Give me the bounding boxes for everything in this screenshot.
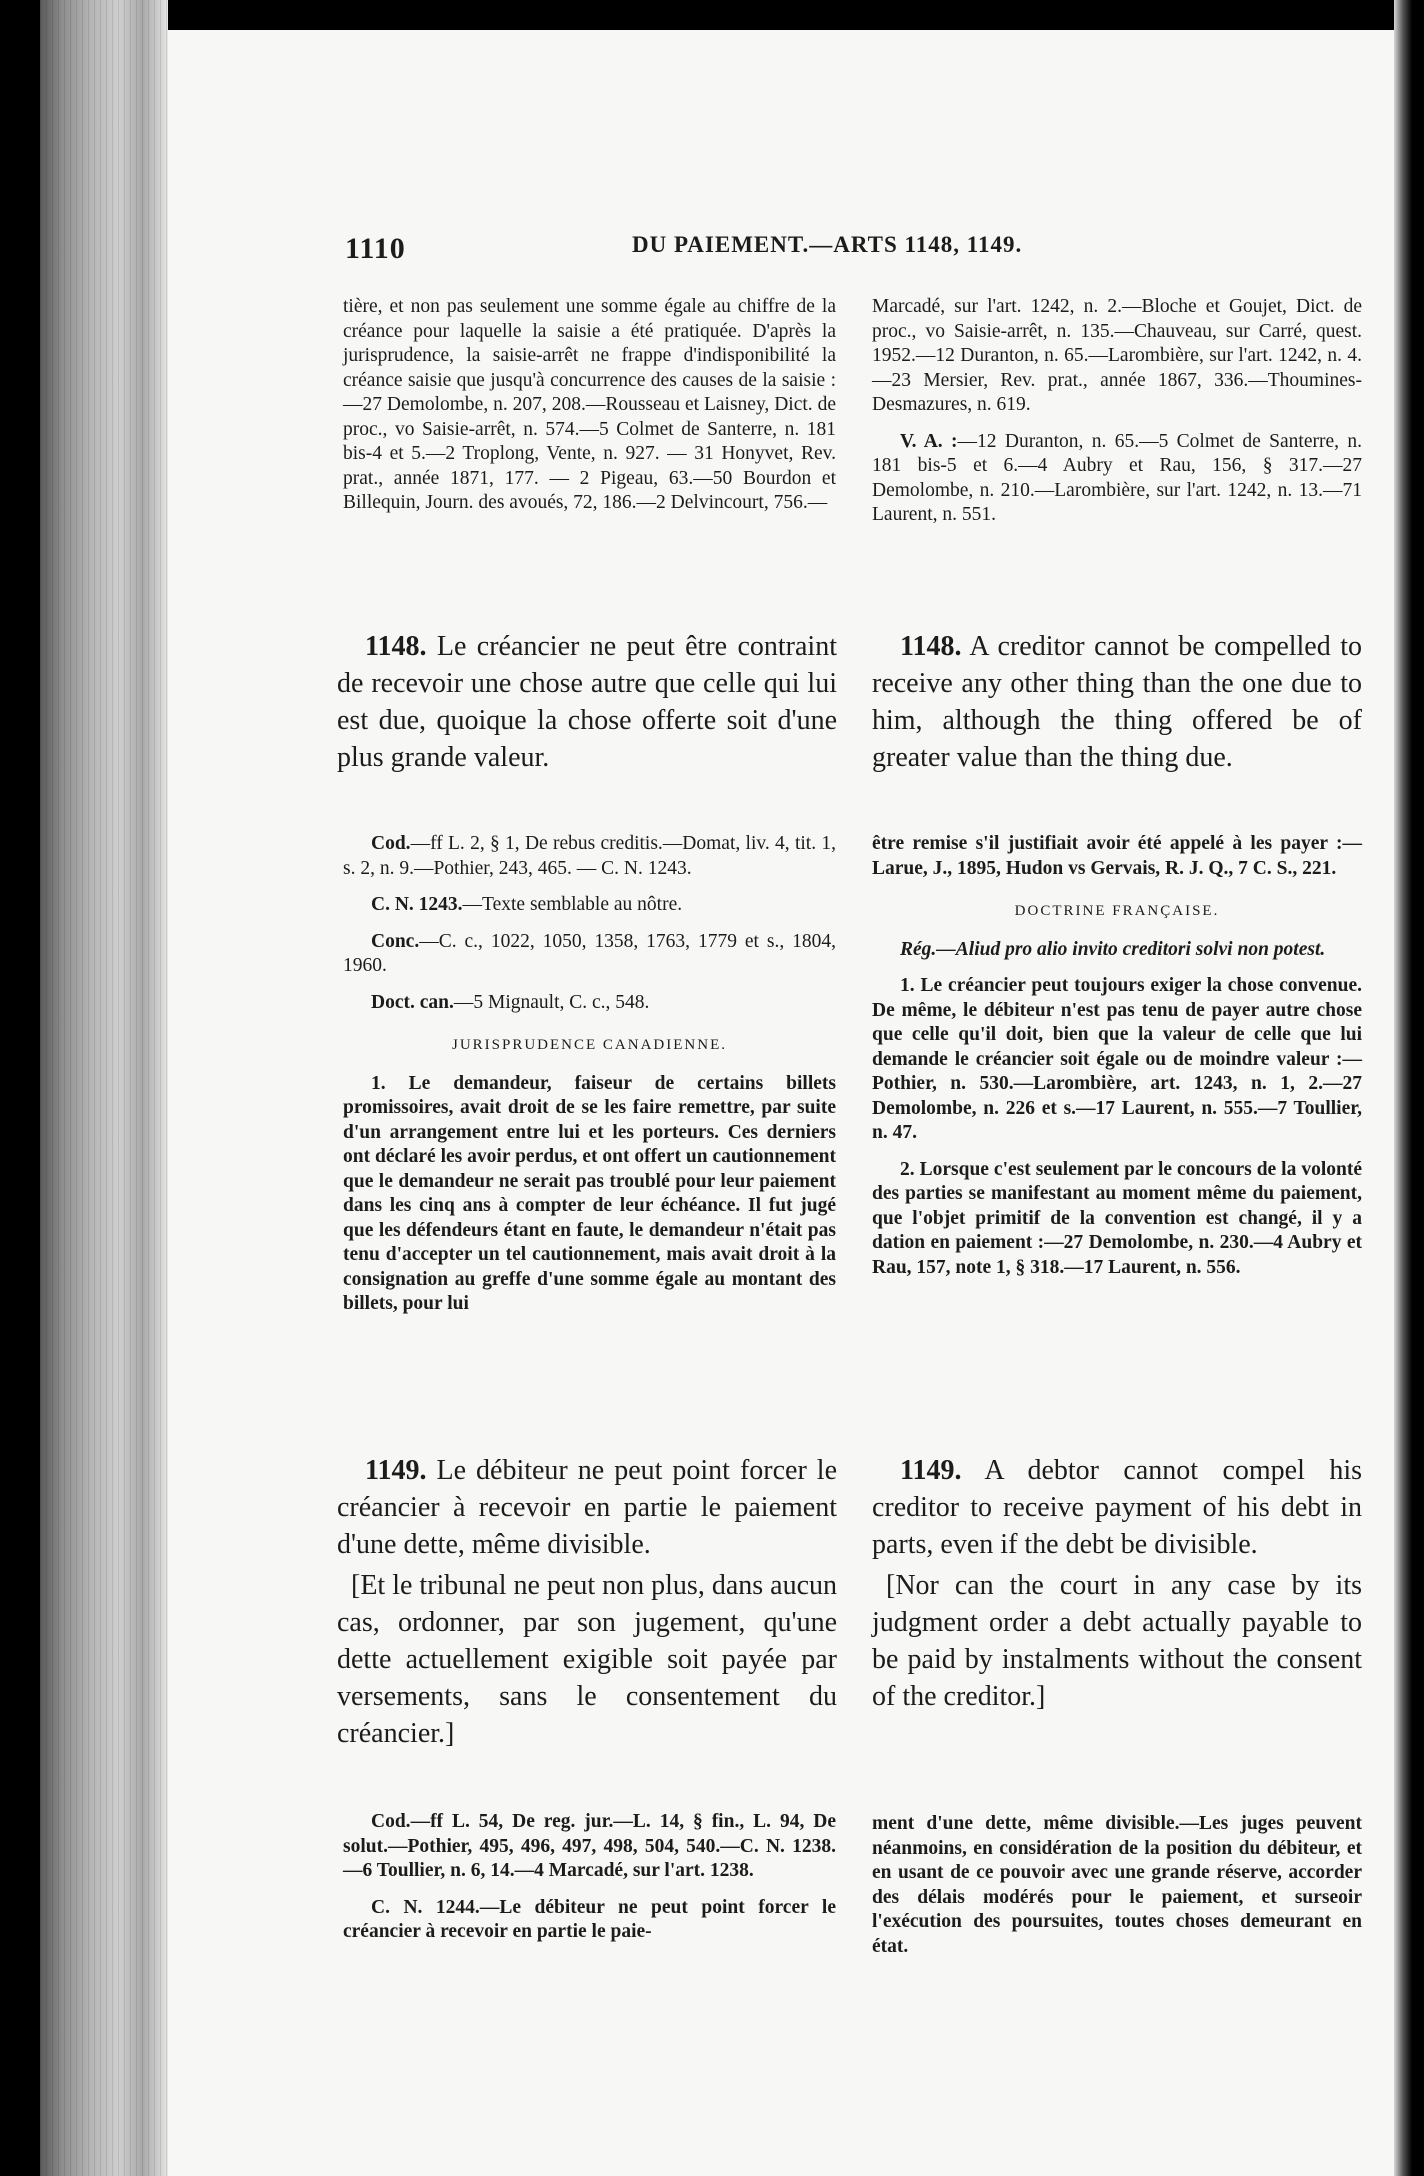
doctrine-item: 1. Le créancier peut toujours exiger la chose convenue. De même, le débiteur n'est pas tenu de payer autre chose que celle qu'il doit, bien que la valeur de celle que lui demande le créancier soit égale ou de moindre valeur :—Pothier, n. 530.—Larombière, art. 1243, n. 1, 2.—27 Demolombe, n. 226 et s.—17 Laurent, n. 555.—7 Toullier, n. 47. [872, 975, 1362, 1143]
article-1148-french [337, 628, 837, 780]
spine-page-lines [40, 0, 168, 2176]
article-text: Le débiteur ne peut point forcer le créancier à recevoir en partie le paiement d'une dette, même divisible. [337, 1455, 838, 1560]
bottom-right-notes [872, 1812, 1362, 1971]
article-bracket-text: [Nor can the court in any case by its judgment order a debt actually payable to be paid by instalments without the consent of the creditor.] [872, 1570, 1362, 1712]
article-1149-french [337, 1452, 837, 1756]
note-references: Marcadé, sur l'art. 1242, n. 2.—Bloche et Goujet, Dict. de proc., vo Saisie-arrêt, n. 135.—Chauveau, sur Carré, quest. 1952.—12 Duranton, n. 65.—Larombière, sur l'art. 1242, n. 4.—23 Mersier, Rev. prat., année 1867, 336.—Thoumines-Desmazures, n. 619. [872, 296, 1362, 415]
note-continuation: ment d'une dette, même divisible.—Les juges peuvent néanmoins, en considération de la position du débiteur, et en usant de ce pouvoir avec une grande réserve, accorder des délais modérés pour le paiement, et surseoir l'exécution des poursuites, toutes choses demeurant en état. [872, 1813, 1362, 1957]
section-heading: DOCTRINE FRANÇAISE. [1014, 903, 1220, 919]
note-regle: Rég.—Aliud pro alio invito creditori solvi non potest. [900, 938, 1326, 960]
section-heading: JURISPRUDENCE CANADIENNE. [451, 1037, 727, 1053]
note-continuation: tière, et non pas seulement une somme égale au chiffre de la créance pour laquelle la saisie a été pratiquée. D'après la jurisprudence, la saisie-arrêt ne frappe d'indisponibilité la créance saisie que jusqu'à concurrence des causes de la saisie :—27 Demolombe, n. 207, 208.—Rousseau et Laisney, Dict. de proc., vo Saisie-arrêt, n. 574.—5 Colmet de Santerre, n. 181 bis-4 et 5.—2 Troplong, Vente, n. 927. — 31 Honyvet, Rev. prat., année 1871, 177. — 2 Pigeau, 63.—50 Bourdon et Billequin, Journ. des avoués, 72, 186.—2 Delvincourt, 756.— [343, 296, 836, 513]
article-number: 1149. [900, 1455, 962, 1486]
note-va: V. A. :—12 Duranton, n. 65.—5 Colmet de Santerre, n. 181 bis-5 et 6.—4 Aubry et Rau, 156, § 317.—27 Demolombe, n. 210.—Larombière, sur l'art. 1242, n. 13.—71 Laurent, n. 551. [872, 430, 1362, 525]
note-cn: C. N. 1243.—Texte semblable au nôtre. [371, 894, 683, 915]
top-right-notes [872, 295, 1362, 540]
scan-right-edge [1394, 0, 1424, 2176]
running-header: DU PAIEMENT.—ARTS 1148, 1149. [632, 232, 1023, 257]
article-text: Le créancier ne peut être contraint de recevoir une chose autre que celle qui lui est due, quoique la chose offerte soit d'une plus grande valeur. [337, 631, 837, 773]
article-number: 1149. [365, 1455, 427, 1486]
article-text: A debtor cannot compel his creditor to receive payment of his debt in parts, even if the debt be divisible. [872, 1455, 1362, 1560]
doctrine-item: 2. Lorsque c'est seulement par le concours de la volonté des parties se manifestant au moment même du paiement, que l'objet primitif de la convention est changé, il y a dation en paiement :—27 Demolombe, n. 230.—4 Aubry et Rau, 157, note 1, § 318.—17 Laurent, n. 556. [872, 1158, 1362, 1278]
note-doct: Doct. can.—5 Mignault, C. c., 548. [371, 991, 650, 1013]
article-text: A creditor cannot be compelled to receive any other thing than the one due to him, although the thing offered be of greater value than the thing due. [872, 631, 1362, 773]
scan-left-edge [0, 0, 40, 2176]
article-bracket-text: [Et le tribunal ne peut non plus, dans aucun cas, ordonner, par son jugement, qu'une dette actuellement exigible soit payée par versements, sans le consentement du créancier.] [337, 1570, 837, 1749]
article-number: 1148. [365, 631, 427, 662]
note-continuation: être remise s'il justifiait avoir été appelé à les payer :—Larue, J., 1895, Hudon vs Gervais, R. J. Q., 7 C. S., 221. [872, 833, 1362, 879]
article-1148-english [872, 628, 1362, 780]
page-number: 1110 [345, 232, 406, 265]
article-1149-english [872, 1452, 1362, 1719]
top-left-notes [343, 295, 836, 528]
note-cn: C. N. 1244.—Le débiteur ne peut point forcer le créancier à recevoir en partie le paie- [343, 1896, 836, 1942]
note-conc: Conc.—C. c., 1022, 1050, 1358, 1763, 1779 et s., 1804, 1960. [343, 930, 836, 976]
bottom-left-notes [343, 1810, 836, 1957]
note-cod: Cod.—ff L. 2, § 1, De rebus creditis.—Domat, liv. 4, tit. 1, s. 2, n. 9.—Pothier, 243, 465. — C. N. 1243. [343, 833, 836, 879]
middle-right-notes [872, 832, 1362, 1292]
middle-left-notes [343, 832, 836, 1329]
jurisprudence-item: 1. Le demandeur, faiseur de certains billets promissoires, avait droit de se les faire remettre, par suite d'un arrangement entre lui et les porteurs. Ces derniers ont déclaré les avoir perdus, et ont offert un cautionnement que le demandeur ne serait pas troublé pour leur paiement dans les cinq ans à compter de leur échéance. Il fut jugé que les défendeurs étant en faute, le demandeur n'était pas tenu d'accepter un tel cautionnement, mais avait droit à la consignation au greffe d'une somme égale au montant des billets, pour lui [343, 1072, 836, 1314]
article-number: 1148. [900, 631, 962, 662]
note-cod: Cod.—ff L. 54, De reg. jur.—L. 14, § fin., L. 94, De solut.—Pothier, 495, 496, 497, 498, 504, 540.—C. N. 1238.—6 Toullier, n. 6, 14.—4 Marcadé, sur l'art. 1238. [343, 1811, 836, 1881]
